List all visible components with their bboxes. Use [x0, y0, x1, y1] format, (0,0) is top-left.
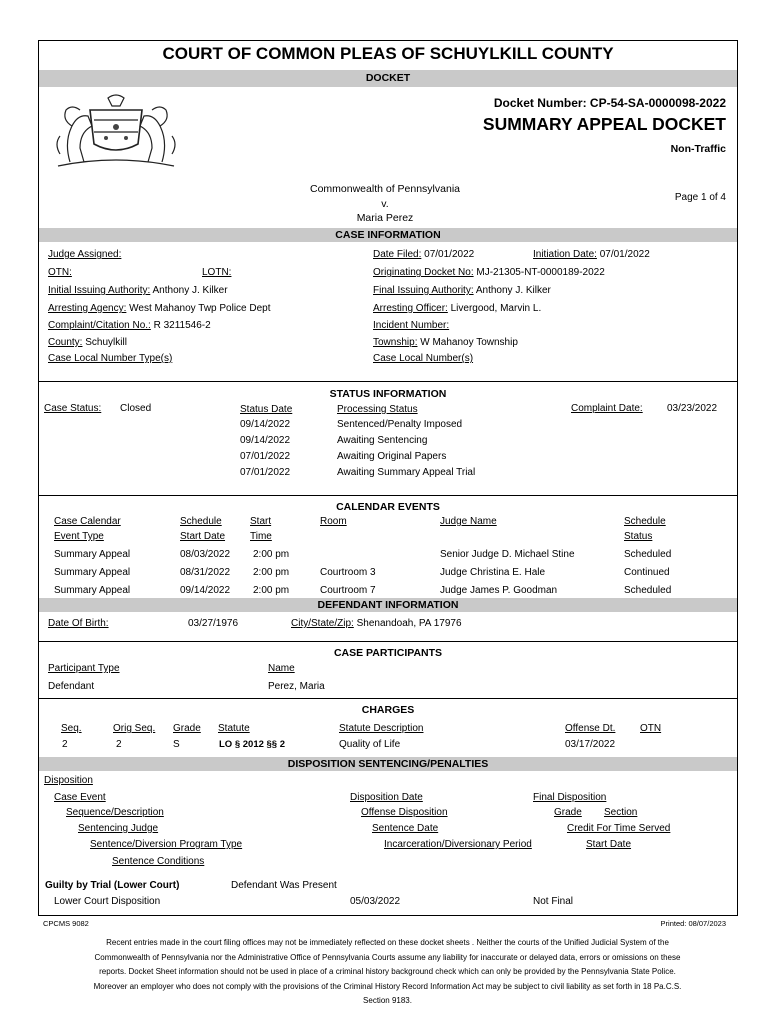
participant-type-header: Participant Type	[48, 663, 120, 674]
page-indicator: Page 1 of 4	[674, 192, 726, 203]
charge-offense-date: 03/17/2022	[565, 739, 616, 750]
processing-status-header: Processing Status	[337, 404, 418, 415]
caption-defendant: Maria Perez	[356, 212, 414, 224]
docket-frame	[38, 40, 738, 916]
pennsylvania-seal-icon	[50, 92, 182, 170]
caption-versus: v.	[381, 198, 389, 210]
charge-header-description: Statute Description	[339, 723, 424, 734]
complaint-citation: Complaint/Citation No.: R 3211546-2	[48, 320, 211, 331]
start-date-label: Start Date	[586, 839, 632, 850]
case-local-numbers-label: Case Local Number(s)	[373, 353, 474, 364]
date-filed: Date Filed: 07/01/2022	[373, 249, 475, 260]
divider	[39, 698, 737, 699]
charge-header-offense-date: Offense Dt.	[565, 723, 616, 734]
cal-row-judge: Judge James P. Goodman	[440, 585, 558, 596]
program-type-label: Sentence/Diversion Program Type	[90, 839, 243, 850]
charge-statute: LO § 2012 §§ 2	[219, 739, 286, 750]
cal-row-room: Courtroom 7	[320, 585, 376, 596]
cal-header-judge: Judge Name	[440, 516, 497, 527]
dob-label: Date Of Birth:	[48, 618, 109, 629]
cal-header-status: Schedule	[624, 516, 666, 527]
arresting-agency: Arresting Agency: West Mahanoy Twp Police Dept	[48, 303, 271, 314]
cal-row-status: Scheduled	[624, 549, 672, 560]
lotn-label: LOTN:	[202, 267, 232, 278]
cal-row-judge: Judge Christina E. Hale	[440, 567, 546, 578]
disposition-date-label: Disposition Date	[350, 792, 423, 803]
divider	[39, 495, 737, 496]
docket-type: SUMMARY APPEAL DOCKET	[482, 114, 726, 134]
lower-court-disposition: Lower Court Disposition	[54, 896, 161, 907]
status-row-status: Awaiting Original Papers	[337, 451, 447, 462]
section-label: Section	[604, 807, 638, 818]
cal-row-time: 2:00 pm	[253, 585, 290, 596]
incident-number-label: Incident Number:	[373, 320, 450, 331]
status-row-status: Awaiting Summary Appeal Trial	[337, 467, 476, 478]
disposition-bar: DISPOSITION SENTENCING/PENALTIES	[39, 757, 737, 771]
charges-title: CHARGES	[361, 704, 415, 716]
cal-header-status: Status	[624, 531, 653, 542]
case-status-value: Closed	[120, 403, 152, 414]
cal-row-event: Summary Appeal	[54, 567, 131, 578]
cal-header-event: Event Type	[54, 531, 104, 542]
charge-description: Quality of Life	[339, 739, 401, 750]
initial-issuing-authority: Initial Issuing Authority: Anthony J. Kilker	[48, 285, 228, 296]
status-date-header: Status Date	[240, 404, 293, 415]
final-issuing-authority: Final Issuing Authority: Anthony J. Kilker	[373, 285, 551, 296]
cal-row-date: 09/14/2022	[180, 585, 231, 596]
cal-row-event: Summary Appeal	[54, 549, 131, 560]
sentence-date-label: Sentence Date	[372, 823, 439, 834]
divider	[39, 381, 737, 382]
incarceration-period-label: Incarceration/Diversionary Period	[384, 839, 532, 850]
status-row-date: 09/14/2022	[240, 435, 291, 446]
cal-header-schedule: Start Date	[180, 531, 226, 542]
cal-header-schedule: Schedule	[180, 516, 222, 527]
final-disposition-label: Final Disposition	[533, 792, 607, 803]
cal-row-room: Courtroom 3	[320, 567, 376, 578]
printed-date: Printed: 08/07/2023	[660, 919, 726, 928]
participant-type: Defendant	[48, 681, 95, 692]
sequence-description-label: Sequence/Description	[66, 807, 164, 818]
status-row-date: 07/01/2022	[240, 451, 291, 462]
cal-header-start: Start	[250, 516, 272, 527]
participant-name-header: Name	[268, 663, 295, 674]
disposition-event-note: Defendant Was Present	[231, 880, 337, 891]
charge-header-otn: OTN	[640, 723, 662, 734]
calendar-title: CALENDAR EVENTS	[336, 501, 440, 513]
participant-name: Perez, Maria	[268, 681, 325, 692]
offense-disposition-label: Offense Disposition	[361, 807, 448, 818]
sentencing-judge-label: Sentencing Judge	[78, 823, 159, 834]
docket-number: Docket Number: CP-54-SA-0000098-2022	[493, 96, 726, 110]
county: County: Schuylkill	[48, 337, 127, 348]
cal-header-room: Room	[320, 516, 347, 527]
township: Township: W Mahanoy Township	[373, 337, 518, 348]
originating-docket: Originating Docket No: MJ-21305-NT-0000189-2022	[373, 267, 605, 278]
docket-subtype: Non-Traffic	[670, 143, 726, 155]
defendant-info-bar: DEFENDANT INFORMATION	[39, 598, 737, 612]
cal-row-date: 08/03/2022	[180, 549, 231, 560]
cal-row-judge: Senior Judge D. Michael Stine	[440, 549, 575, 560]
arresting-officer: Arresting Officer: Livergood, Marvin L.	[373, 303, 542, 314]
cal-row-event: Summary Appeal	[54, 585, 131, 596]
charge-header-statute: Statute	[218, 723, 250, 734]
status-row-status: Awaiting Sentencing	[337, 435, 428, 446]
credit-time-served-label: Credit For Time Served	[567, 823, 671, 834]
cal-row-status: Continued	[624, 567, 670, 578]
status-row-date: 09/14/2022	[240, 419, 291, 430]
disclaimer-notice: Recent entries made in the court filing offices may not be immediately reflected on these docket sheets . Neither the courts of the Unified Judicial System of the Commonwealth of Pennsylvania nor the Administrative Office of Pennsylvania Courts assume any liability for inaccurate or delayed data, errors or omissions on these reports. Docket Sheet information should not be used in place of a criminal history background check which can only be provided by the Pennsylvania State Police. Moreover an employer who does not comply with the provisions of the Criminal History Record Information Act may be subject to civil liability as set forth in 18 Pa.C.S. Section 9183.	[93, 938, 682, 1005]
complaint-date-label: Complaint Date:	[571, 403, 643, 414]
complaint-date-value: 03/23/2022	[667, 403, 718, 414]
city-state-zip: City/State/Zip: Shenandoah, PA 17976	[291, 618, 462, 629]
charge-orig-seq: 2	[116, 739, 122, 750]
cal-row-time: 2:00 pm	[253, 567, 290, 578]
court-title: COURT OF COMMON PLEAS OF SCHUYLKILL COUNTY	[162, 44, 614, 63]
case-info-bar: CASE INFORMATION	[39, 228, 737, 242]
cal-row-date: 08/31/2022	[180, 567, 231, 578]
disposition-label: Disposition	[44, 775, 93, 786]
caption-plaintiff: Commonwealth of Pennsylvania	[310, 183, 460, 195]
case-status-label: Case Status:	[44, 403, 102, 414]
lower-court-disposition-date: 05/03/2022	[350, 896, 401, 907]
judge-assigned-label: Judge Assigned:	[48, 249, 122, 260]
cal-header-start: Time	[250, 531, 272, 542]
charge-header-seq: Seq.	[61, 723, 82, 734]
docket-bar: DOCKET	[39, 70, 737, 87]
status-row-date: 07/01/2022	[240, 467, 291, 478]
case-local-number-type-label: Case Local Number Type(s)	[48, 353, 173, 364]
otn-label: OTN:	[48, 267, 72, 278]
grade-label: Grade	[554, 807, 582, 818]
charge-grade: S	[173, 739, 180, 750]
status-row-status: Sentenced/Penalty Imposed	[337, 419, 463, 430]
divider	[39, 641, 737, 642]
cal-header-event: Case Calendar	[54, 516, 121, 527]
initiation-date: Initiation Date: 07/01/2022	[533, 249, 650, 260]
charge-seq: 2	[62, 739, 68, 750]
form-number: CPCMS 9082	[43, 919, 89, 928]
cal-row-time: 2:00 pm	[253, 549, 290, 560]
cal-row-status: Scheduled	[624, 585, 672, 596]
sentence-conditions-label: Sentence Conditions	[112, 856, 205, 867]
lower-court-final: Not Final	[533, 896, 574, 907]
dob-value: 03/27/1976	[188, 618, 239, 629]
status-info-title: STATUS INFORMATION	[329, 388, 447, 400]
disposition-event-name: Guilty by Trial (Lower Court)	[45, 880, 180, 891]
charge-header-orig-seq: Orig Seq.	[113, 723, 156, 734]
participants-title: CASE PARTICIPANTS	[333, 647, 443, 659]
charge-header-grade: Grade	[173, 723, 201, 734]
case-event-label: Case Event	[54, 792, 106, 803]
